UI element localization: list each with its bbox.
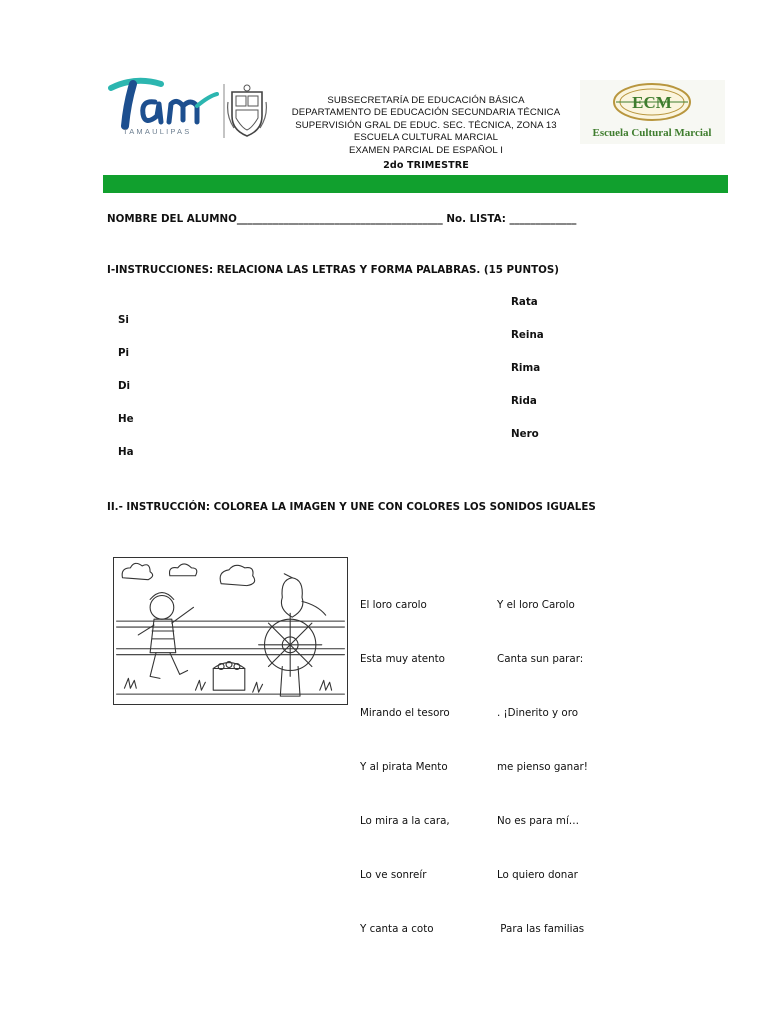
poem-line: Y canta a coto — [360, 923, 434, 935]
word-item: Rida — [511, 395, 537, 407]
poem-line: me pienso ganar! — [497, 761, 588, 773]
trimester-label: 2do TRIMESTRE — [383, 160, 469, 172]
section1-instruction: I-INSTRUCCIONES: RELACIONA LAS LETRAS Y FORMA PALABRAS. (15 PUNTOS) — [107, 264, 559, 276]
poem-line: Lo ve sonreír — [360, 869, 427, 881]
document-header — [270, 95, 582, 172]
syllable-item: Di — [118, 380, 131, 392]
syllable-item: He — [118, 413, 134, 425]
header-line-3: SUPERVISIÓN GRAL DE EDUC. SEC. TÉCNICA, ZONA 13 — [295, 119, 557, 131]
poem-right-column — [497, 560, 588, 956]
escuela-cultural-marcial-logo — [580, 80, 725, 144]
poem-line: Para las familias — [497, 923, 585, 935]
header-line-5: EXAMEN PARCIAL DE ESPAÑOL I — [348, 144, 504, 156]
section2-instruction: II.- INSTRUCCIÓN: COLOREA LA IMAGEN Y UNE CON COLORES LOS SONIDOS IGUALES — [107, 501, 596, 513]
poem-line: El loro carolo — [360, 599, 427, 611]
header-green-bar — [103, 175, 728, 193]
state-seal-icon — [222, 82, 270, 140]
syllable-item: Pi — [118, 347, 130, 359]
word-item: Nero — [511, 428, 539, 440]
poem-line: Lo quiero donar — [497, 869, 578, 881]
syllable-item: Si — [118, 314, 129, 326]
poem-left-column — [360, 560, 450, 956]
poem-line: No es para mí… — [497, 815, 580, 827]
word-item: Rima — [511, 362, 541, 374]
tamaulipas-logo — [105, 74, 220, 136]
word-item: Reina — [511, 329, 544, 341]
header-line-4: ESCUELA CULTURAL MARCIAL — [353, 132, 499, 144]
student-name-line: NOMBRE DEL ALUMNO________________________________________ No. LISTA: _____________ — [107, 213, 577, 225]
header-line-1: SUBSECRETARÍA DE EDUCACIÓN BÁSICA — [327, 95, 525, 106]
pirate-coloring-picture — [113, 557, 348, 705]
tamaulipas-logo-text: TAMAULIPAS — [123, 127, 192, 136]
poem-line: Y el loro Carolo — [497, 599, 575, 611]
poem-line: Esta muy atento — [360, 653, 445, 665]
header-line-2: DEPARTAMENTO DE EDUCACIÓN SECUNDARIA TÉCNICA — [291, 107, 561, 119]
poem-line: Mirando el tesoro — [360, 707, 450, 719]
ecm-logo-text: Escuela Cultural Marcial — [592, 127, 712, 139]
poem-line: Y al pirata Mento — [360, 761, 448, 773]
word-item: Rata — [511, 296, 538, 308]
poem-line: . ¡Dinerito y oro — [497, 707, 579, 719]
ecm-logo-mark: ECM — [632, 93, 672, 112]
poem-line: Canta sun parar: — [497, 653, 584, 665]
poem-line: Lo mira a la cara, — [360, 815, 450, 827]
syllable-item: Ha — [118, 446, 134, 458]
